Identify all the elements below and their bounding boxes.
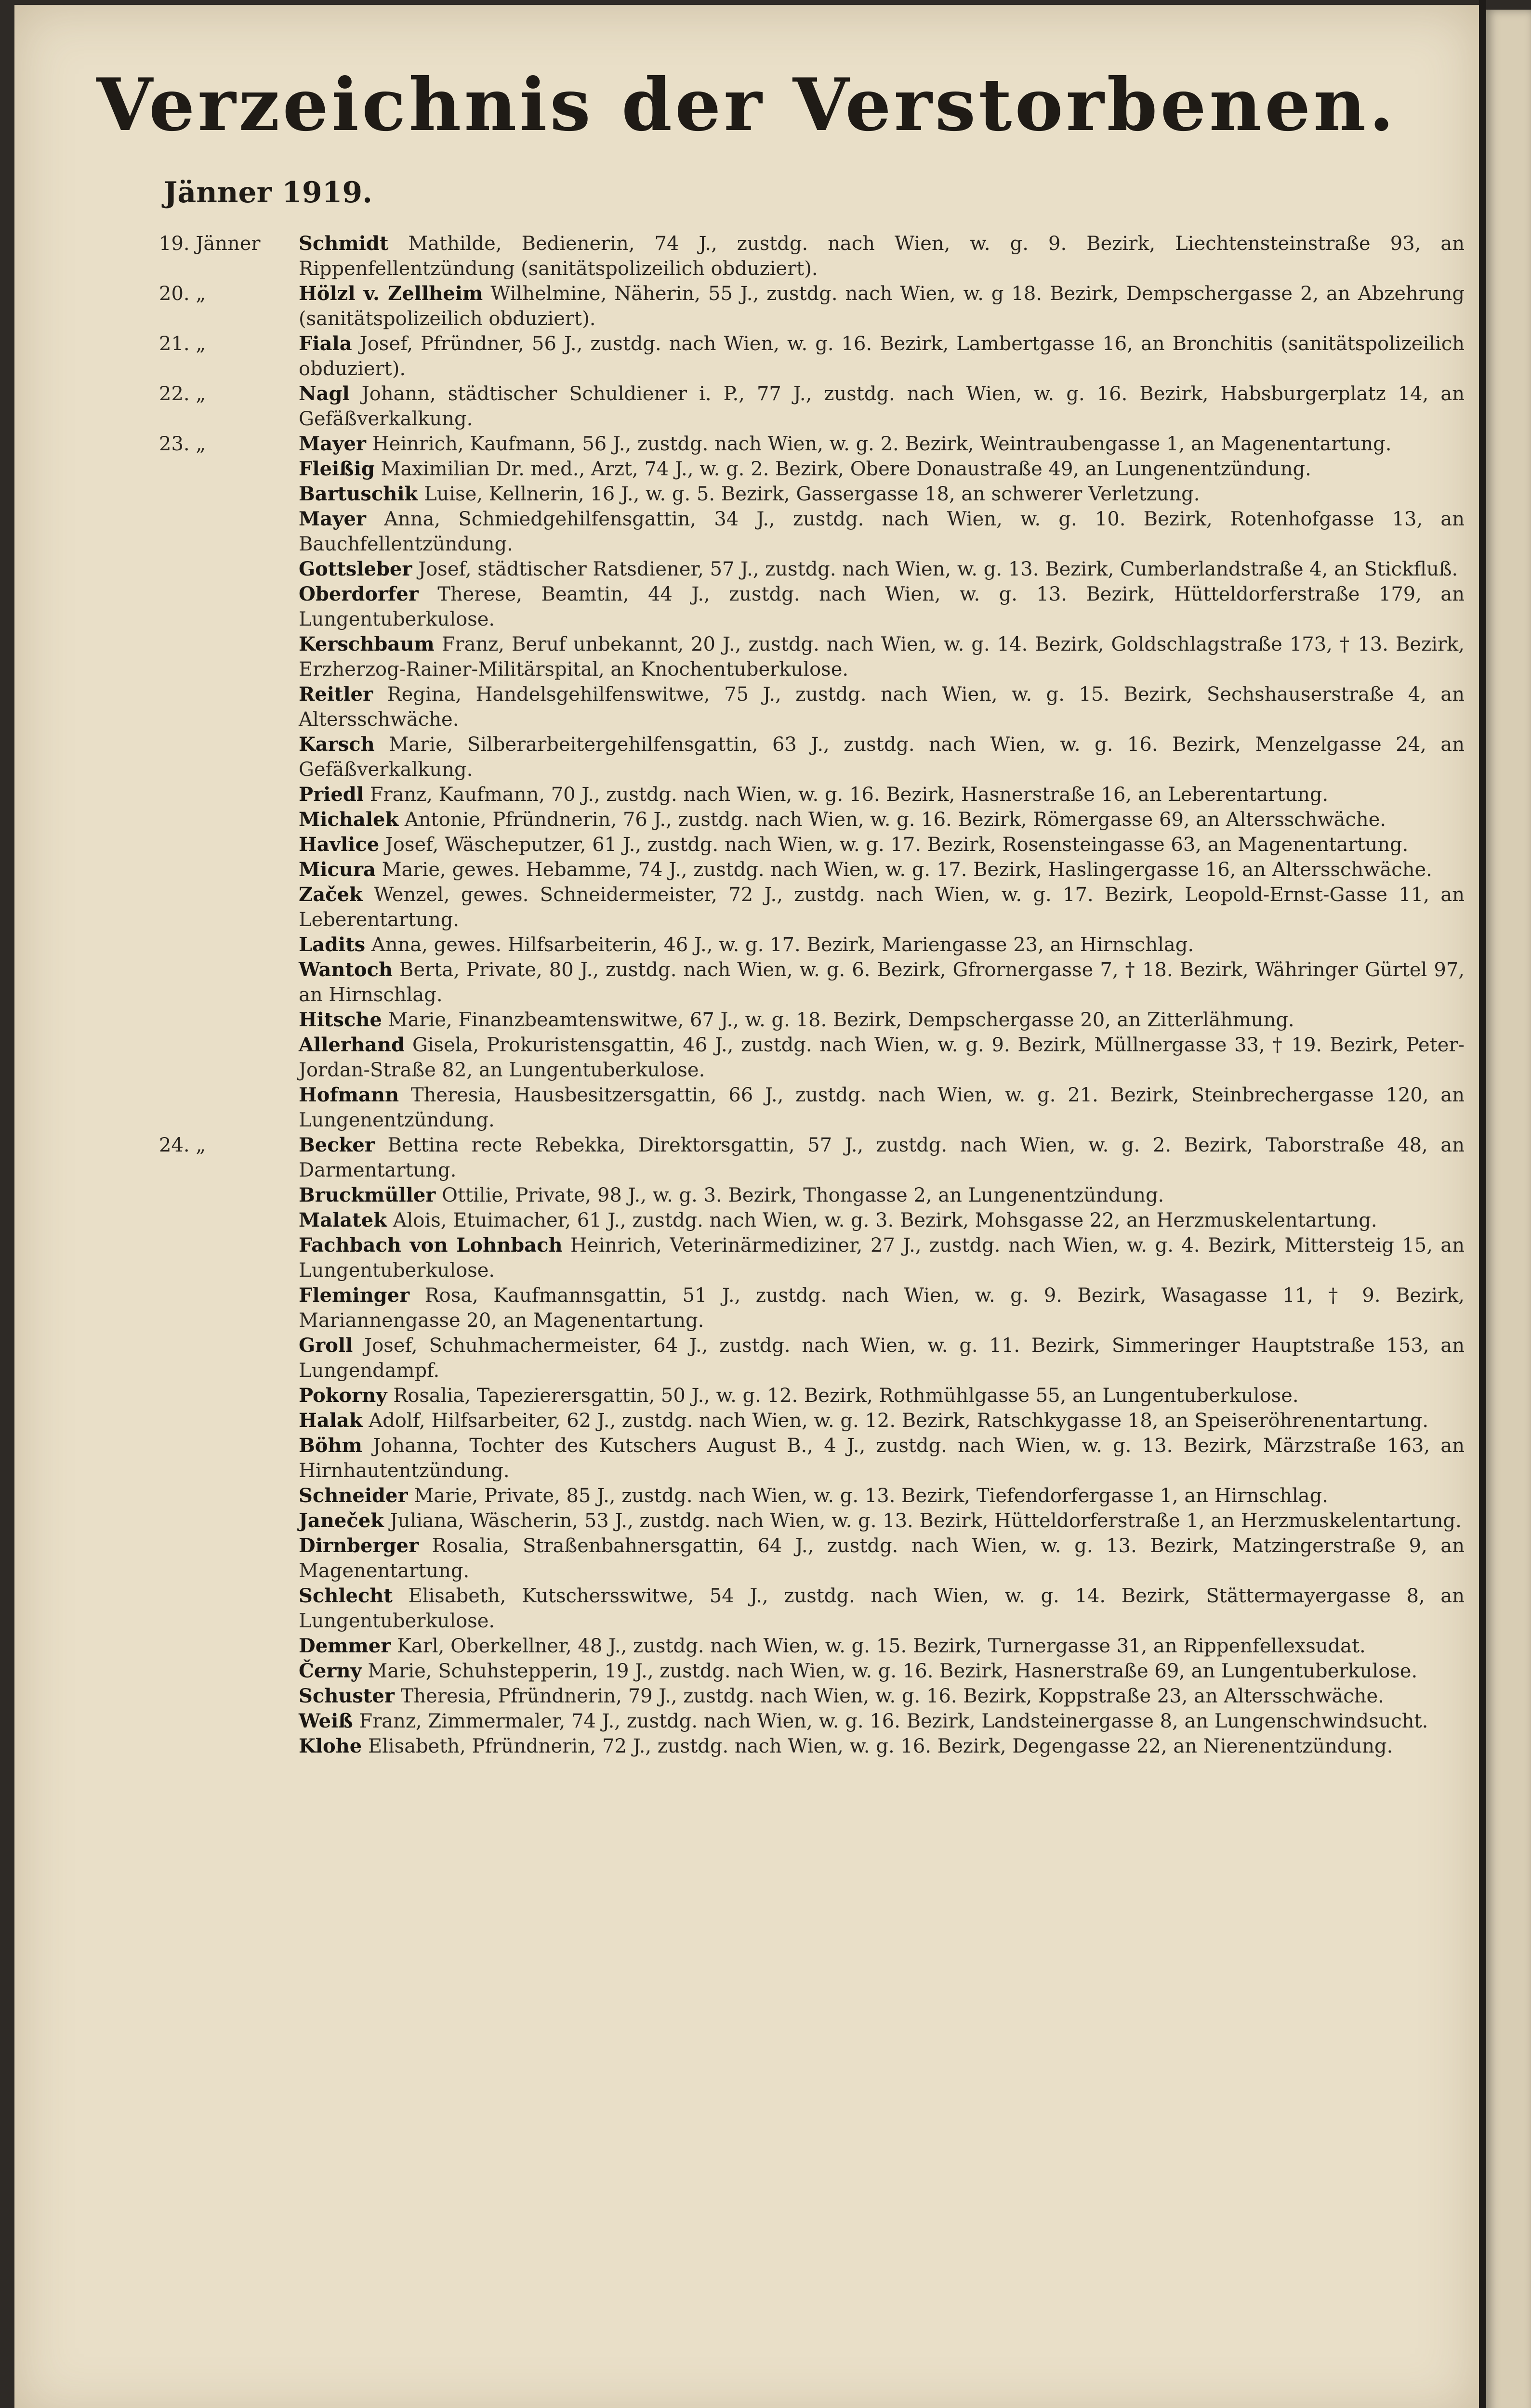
register-entry xyxy=(14,507,1479,557)
register-entry xyxy=(14,857,1479,882)
register-entry xyxy=(14,1734,1479,1759)
register-entry xyxy=(14,1433,1479,1483)
register-entry xyxy=(14,807,1479,832)
register-entry xyxy=(14,1083,1479,1133)
entry-surname: Demmer xyxy=(299,1635,391,1657)
entry-surname: Začek xyxy=(299,883,363,906)
entry-details: Juliana, Wäscherin, 53 J., zustdg. nach Wien, w. g. 13. Bezirk, Hütteldorferstraße 1, an Herzmuskelentartung. xyxy=(390,1510,1462,1532)
entry-surname: Groll xyxy=(299,1334,353,1357)
entry-surname: Klohe xyxy=(299,1735,362,1757)
entry-details: Theresia, Hausbesitzersgattin, 66 J., zustdg. nach Wien, w. g. 21. Bezirk, Steinbrechergasse 120, an Lungenentzündung. xyxy=(299,1084,1465,1131)
entry-surname: Schlecht xyxy=(299,1584,393,1607)
entry-details: Alois, Etuimacher, 61 J., zustdg. nach Wien, w. g. 3. Bezirk, Mohsgasse 22, an Herzmuskelentartung. xyxy=(393,1209,1377,1231)
entry-surname: Schneider xyxy=(299,1484,408,1507)
entry-surname: Bruckmüller xyxy=(299,1184,436,1206)
entry-date: 21. „ xyxy=(159,333,206,355)
entry-date: 19. Jänner xyxy=(159,233,261,255)
register-entry xyxy=(14,1208,1479,1233)
entry-surname: Fleißig xyxy=(299,458,375,480)
entry-body xyxy=(299,807,1465,832)
adjacent-page-edge xyxy=(1486,10,1531,2408)
entry-date: 20. „ xyxy=(159,283,206,305)
register-entry xyxy=(14,1383,1479,1408)
register-entry xyxy=(14,1008,1479,1033)
entry-details: Anna, Schmiedgehilfensgattin, 34 J., zustdg. nach Wien, w. g. 10. Bezirk, Rotenhofgasse 13, an Bauchfellentzündung. xyxy=(299,508,1465,555)
entry-surname: Micura xyxy=(299,858,376,881)
section-heading: Jänner 1919. xyxy=(164,176,373,209)
entry-body xyxy=(299,1383,1465,1408)
entry-body xyxy=(299,231,1465,281)
entry-body xyxy=(299,1083,1465,1133)
entry-details: Josef, Schuhmachermeister, 64 J., zustdg. nach Wien, w. g. 11. Bezirk, Simmeringer Hauptstraße 153, an Lungendampf. xyxy=(299,1335,1465,1382)
register-entry xyxy=(14,782,1479,807)
entry-body xyxy=(299,1133,1465,1183)
register-entry xyxy=(14,1283,1479,1333)
entry-body xyxy=(299,1709,1465,1734)
entry-date: 24. „ xyxy=(159,1134,206,1156)
entry-body xyxy=(299,732,1465,782)
entry-date: 22. „ xyxy=(159,383,206,405)
register-entry xyxy=(14,1133,1479,1183)
entry-details: Elisabeth, Kutschersswitwe, 54 J., zustdg. nach Wien, w. g. 14. Bezirk, Stättermayergasse 8, an Lungentuberkulose. xyxy=(299,1585,1465,1632)
register-entry xyxy=(14,281,1479,331)
entry-details: Therese, Beamtin, 44 J., zustdg. nach Wien, w. g. 13. Bezirk, Hütteldorferstraße 179, an Lungentuberkulose. xyxy=(299,583,1465,630)
entry-details: Marie, Silberarbeitergehilfensgattin, 63 J., zustdg. nach Wien, w. g. 16. Bezirk, Menzelgasse 24, an Gefäßverkalkung. xyxy=(299,733,1465,781)
entry-details: Elisabeth, Pfründnerin, 72 J., zustdg. nach Wien, w. g. 16. Bezirk, Degengasse 22, an Nierenentzündung. xyxy=(368,1735,1393,1757)
entry-surname: Hitsche xyxy=(299,1008,382,1031)
entry-body xyxy=(299,1659,1465,1684)
entry-details: Franz, Beruf unbekannt, 20 J., zustdg. nach Wien, w. g. 14. Bezirk, Goldschlagstraße 173, † 13. Bezirk, Erzherzog-Rainer-Militärspital, an Knochentuberkulose. xyxy=(299,633,1465,681)
entry-surname: Nagl xyxy=(299,382,350,405)
entry-body xyxy=(299,882,1465,932)
register-entry xyxy=(14,1183,1479,1208)
entry-surname: Reitler xyxy=(299,683,373,706)
entry-surname: Becker xyxy=(299,1134,375,1156)
page-title: Verzeichnis der Verstorbenen. xyxy=(96,63,1397,147)
entry-details: Rosalia, Tapezierersgattin, 50 J., w. g. 12. Bezirk, Rothmühlgasse 55, an Lungentuberkulose. xyxy=(393,1385,1299,1407)
entry-body xyxy=(299,1634,1465,1659)
entry-body xyxy=(299,1333,1465,1383)
entry-body xyxy=(299,957,1465,1008)
entry-surname: Pokorny xyxy=(299,1384,387,1407)
register-entry xyxy=(14,1483,1479,1508)
entry-details: Josef, Pfründner, 56 J., zustdg. nach Wien, w. g. 16. Bezirk, Lambertgasse 16, an Bronchitis (sanitätspolizeilich obduziert). xyxy=(299,333,1465,380)
entry-body xyxy=(299,1033,1465,1083)
register-entry xyxy=(14,1508,1479,1533)
entry-surname: Gottsleber xyxy=(299,558,412,580)
entry-surname: Kerschbaum xyxy=(299,633,435,655)
entry-body xyxy=(299,557,1465,582)
entry-details: Rosalia, Straßenbahnersgattin, 64 J., zustdg. nach Wien, w. g. 13. Bezirk, Matzingerstraße 9, an Magenentartung. xyxy=(299,1535,1465,1582)
entry-body xyxy=(299,932,1465,957)
register-entry xyxy=(14,557,1479,582)
register-entry xyxy=(14,482,1479,507)
entry-surname: Fiala xyxy=(299,332,352,355)
entry-body xyxy=(299,1533,1465,1584)
register-entry xyxy=(14,932,1479,957)
register-entry xyxy=(14,1533,1479,1584)
entry-surname: Schuster xyxy=(299,1685,395,1707)
entry-details: Josef, Wäscheputzer, 61 J., zustdg. nach Wien, w. g. 17. Bezirk, Rosensteingasse 63, an Magenentartung. xyxy=(385,834,1409,856)
register-entry xyxy=(14,457,1479,482)
entry-body xyxy=(299,1684,1465,1709)
register-entry xyxy=(14,1333,1479,1383)
entry-body xyxy=(299,331,1465,381)
entry-body xyxy=(299,832,1465,857)
entry-body xyxy=(299,1208,1465,1233)
entry-body xyxy=(299,782,1465,807)
entry-details: Berta, Private, 80 J., zustdg. nach Wien, w. g. 6. Bezirk, Gfrornergasse 7, † 18. Bezirk, Währinger Gürtel 97, an Hirnschlag. xyxy=(299,959,1465,1006)
entry-details: Wilhelmine, Näherin, 55 J., zustdg. nach Wien, w. g 18. Bezirk, Dempschergasse 2, an Abzehrung (sanitätspolizeilich obduziert). xyxy=(299,283,1465,330)
register-entry xyxy=(14,582,1479,632)
register-entry xyxy=(14,957,1479,1008)
entry-details: Marie, Schuhstepperin, 19 J., zustdg. nach Wien, w. g. 16. Bezirk, Hasnerstraße 69, an Lungentuberkulose. xyxy=(368,1660,1418,1682)
entry-surname: Hölzl v. Zellheim xyxy=(299,282,483,305)
entry-body xyxy=(299,1734,1465,1759)
entry-surname: Weiß xyxy=(299,1710,353,1732)
entry-surname: Mayer xyxy=(299,508,366,530)
entry-surname: Schmidt xyxy=(299,232,389,255)
entry-details: Marie, Finanzbeamtenswitwe, 67 J., w. g. 18. Bezirk, Dempschergasse 20, an Zitterlähmung. xyxy=(388,1009,1294,1031)
entry-details: Franz, Zimmermaler, 74 J., zustdg. nach Wien, w. g. 16. Bezirk, Landsteinergasse 8, an Lungenschwindsucht. xyxy=(359,1710,1428,1732)
entry-details: Rosa, Kaufmannsgattin, 51 J., zustdg. nach Wien, w. g. 9. Bezirk, Wasagasse 11, † 9. Bezirk, Mariannengasse 20, an Magenentartung. xyxy=(299,1284,1465,1332)
entry-details: Marie, gewes. Hebamme, 74 J., zustdg. nach Wien, w. g. 17. Bezirk, Haslingergasse 16, an Altersschwäche. xyxy=(382,859,1432,881)
register-entry xyxy=(14,882,1479,932)
entry-surname: Fachbach von Lohnbach xyxy=(299,1234,563,1256)
document-page xyxy=(14,5,1479,2408)
entry-details: Regina, Handelsgehilfenswitwe, 75 J., zustdg. nach Wien, w. g. 15. Bezirk, Sechshauserstraße 4, an Altersschwäche. xyxy=(299,683,1465,731)
entry-details: Josef, städtischer Ratsdiener, 57 J., zustdg. nach Wien, w. g. 13. Bezirk, Cumberlandstraße 4, an Stickfluß. xyxy=(418,558,1458,580)
register-entry xyxy=(14,1584,1479,1634)
entry-details: Johanna, Tochter des Kutschers August B., 4 J., zustdg. nach Wien, w. g. 13. Bezirk, Märzstraße 163, an Hirnhautentzündung. xyxy=(299,1435,1465,1482)
entry-date: 23. „ xyxy=(159,433,206,455)
entry-details: Antonie, Pfründnerin, 76 J., zustdg. nach Wien, w. g. 16. Bezirk, Römergasse 69, an Altersschwäche. xyxy=(404,809,1386,831)
register-entry xyxy=(14,331,1479,381)
entry-surname: Bartuschik xyxy=(299,483,418,505)
register-entry xyxy=(14,1634,1479,1659)
entry-body xyxy=(299,1483,1465,1508)
entry-surname: Havlice xyxy=(299,833,380,856)
entry-body xyxy=(299,381,1465,432)
entry-surname: Wantoch xyxy=(299,958,393,981)
entry-details: Heinrich, Kaufmann, 56 J., zustdg. nach Wien, w. g. 2. Bezirk, Weintraubengasse 1, an Magenentartung. xyxy=(372,433,1392,455)
entry-details: Anna, gewes. Hilfsarbeiterin, 46 J., w. g. 17. Bezirk, Mariengasse 23, an Hirnschlag. xyxy=(371,934,1194,956)
register-entry xyxy=(14,1233,1479,1283)
entry-surname: Ladits xyxy=(299,933,366,956)
entry-details: Mathilde, Bedienerin, 74 J., zustdg. nach Wien, w. g. 9. Bezirk, Liechtensteinstraße 93, an Rippenfellentzündung (sanitätspolizeilich obduziert). xyxy=(299,233,1465,280)
register-entry xyxy=(14,1033,1479,1083)
entry-surname: Janeček xyxy=(299,1509,384,1532)
entry-body xyxy=(299,507,1465,557)
death-register-list xyxy=(14,231,1479,2374)
register-entry xyxy=(14,732,1479,782)
register-entry xyxy=(14,632,1479,682)
register-entry xyxy=(14,432,1479,457)
entry-details: Maximilian Dr. med., Arzt, 74 J., w. g. 2. Bezirk, Obere Donaustraße 49, an Lungenentzündung. xyxy=(381,458,1311,480)
entry-body xyxy=(299,1433,1465,1483)
entry-surname: Hofmann xyxy=(299,1084,399,1106)
register-entry xyxy=(14,682,1479,732)
entry-surname: Priedl xyxy=(299,783,364,806)
entry-surname: Karsch xyxy=(299,733,375,756)
entry-details: Bettina recte Rebekka, Direktorsgattin, 57 J., zustdg. nach Wien, w. g. 2. Bezirk, Taborstraße 48, an Darmentartung. xyxy=(299,1134,1465,1181)
entry-body xyxy=(299,582,1465,632)
entry-body xyxy=(299,1584,1465,1634)
register-entry xyxy=(14,231,1479,281)
register-entry xyxy=(14,1709,1479,1734)
entry-body xyxy=(299,1008,1465,1033)
entry-details: Johann, städtischer Schuldiener i. P., 77 J., zustdg. nach Wien, w. g. 16. Bezirk, Habsburgerplatz 14, an Gefäßverkalkung. xyxy=(299,383,1465,430)
entry-details: Karl, Oberkellner, 48 J., zustdg. nach Wien, w. g. 15. Bezirk, Turnergasse 31, an Rippenfellexsudat. xyxy=(397,1635,1366,1657)
entry-body xyxy=(299,1233,1465,1283)
entry-body xyxy=(299,457,1465,482)
entry-surname: Böhm xyxy=(299,1434,362,1457)
entry-body xyxy=(299,482,1465,507)
entry-body xyxy=(299,857,1465,882)
entry-body xyxy=(299,632,1465,682)
entry-body xyxy=(299,1183,1465,1208)
entry-body xyxy=(299,281,1465,331)
entry-surname: Malatek xyxy=(299,1209,387,1231)
entry-details: Theresia, Pfründnerin, 79 J., zustdg. nach Wien, w. g. 16. Bezirk, Koppstraße 23, an Altersschwäche. xyxy=(400,1685,1384,1707)
entry-details: Adolf, Hilfsarbeiter, 62 J., zustdg. nach Wien, w. g. 12. Bezirk, Ratschkygasse 18, an Speiseröhrenentartung. xyxy=(369,1410,1429,1432)
entry-details: Marie, Private, 85 J., zustdg. nach Wien, w. g. 13. Bezirk, Tiefendorfergasse 1, an Hirnschlag. xyxy=(414,1485,1328,1507)
entry-surname: Oberdorfer xyxy=(299,583,419,605)
entry-details: Ottilie, Private, 98 J., w. g. 3. Bezirk, Thongasse 2, an Lungenentzündung. xyxy=(442,1184,1164,1206)
register-entry xyxy=(14,1659,1479,1684)
entry-surname: Fleminger xyxy=(299,1284,410,1307)
entry-details: Franz, Kaufmann, 70 J., zustdg. nach Wien, w. g. 16. Bezirk, Hasnerstraße 16, an Leberentartung. xyxy=(370,784,1329,806)
entry-details: Gisela, Prokuristensgattin, 46 J., zustdg. nach Wien, w. g. 9. Bezirk, Müllnergasse 33, † 19. Bezirk, Peter-Jordan-Straße 82, an Lungentuberkulose. xyxy=(299,1034,1465,1081)
book-gutter xyxy=(1479,0,1486,2408)
entry-body xyxy=(299,432,1465,457)
entry-surname: Halak xyxy=(299,1409,363,1432)
entry-body xyxy=(299,1408,1465,1433)
entry-surname: Mayer xyxy=(299,432,366,455)
entry-body xyxy=(299,1283,1465,1333)
register-entry xyxy=(14,1408,1479,1433)
entry-body xyxy=(299,682,1465,732)
entry-surname: Dirnberger xyxy=(299,1534,419,1557)
register-entry xyxy=(14,381,1479,432)
entry-surname: Černy xyxy=(299,1660,362,1682)
entry-details: Luise, Kellnerin, 16 J., w. g. 5. Bezirk, Gassergasse 18, an schwerer Verletzung. xyxy=(423,483,1200,505)
entry-details: Wenzel, gewes. Schneidermeister, 72 J., zustdg. nach Wien, w. g. 17. Bezirk, Leopold-Ernst-Gasse 11, an Leberentartung. xyxy=(299,884,1465,931)
register-entry xyxy=(14,1684,1479,1709)
entry-surname: Michalek xyxy=(299,808,399,831)
entry-surname: Allerhand xyxy=(299,1034,405,1056)
entry-details: Heinrich, Veterinärmediziner, 27 J., zustdg. nach Wien, w. g. 4. Bezirk, Mittersteig 15, an Lungentuberkulose. xyxy=(299,1234,1465,1282)
entry-body xyxy=(299,1508,1465,1533)
register-entry xyxy=(14,832,1479,857)
